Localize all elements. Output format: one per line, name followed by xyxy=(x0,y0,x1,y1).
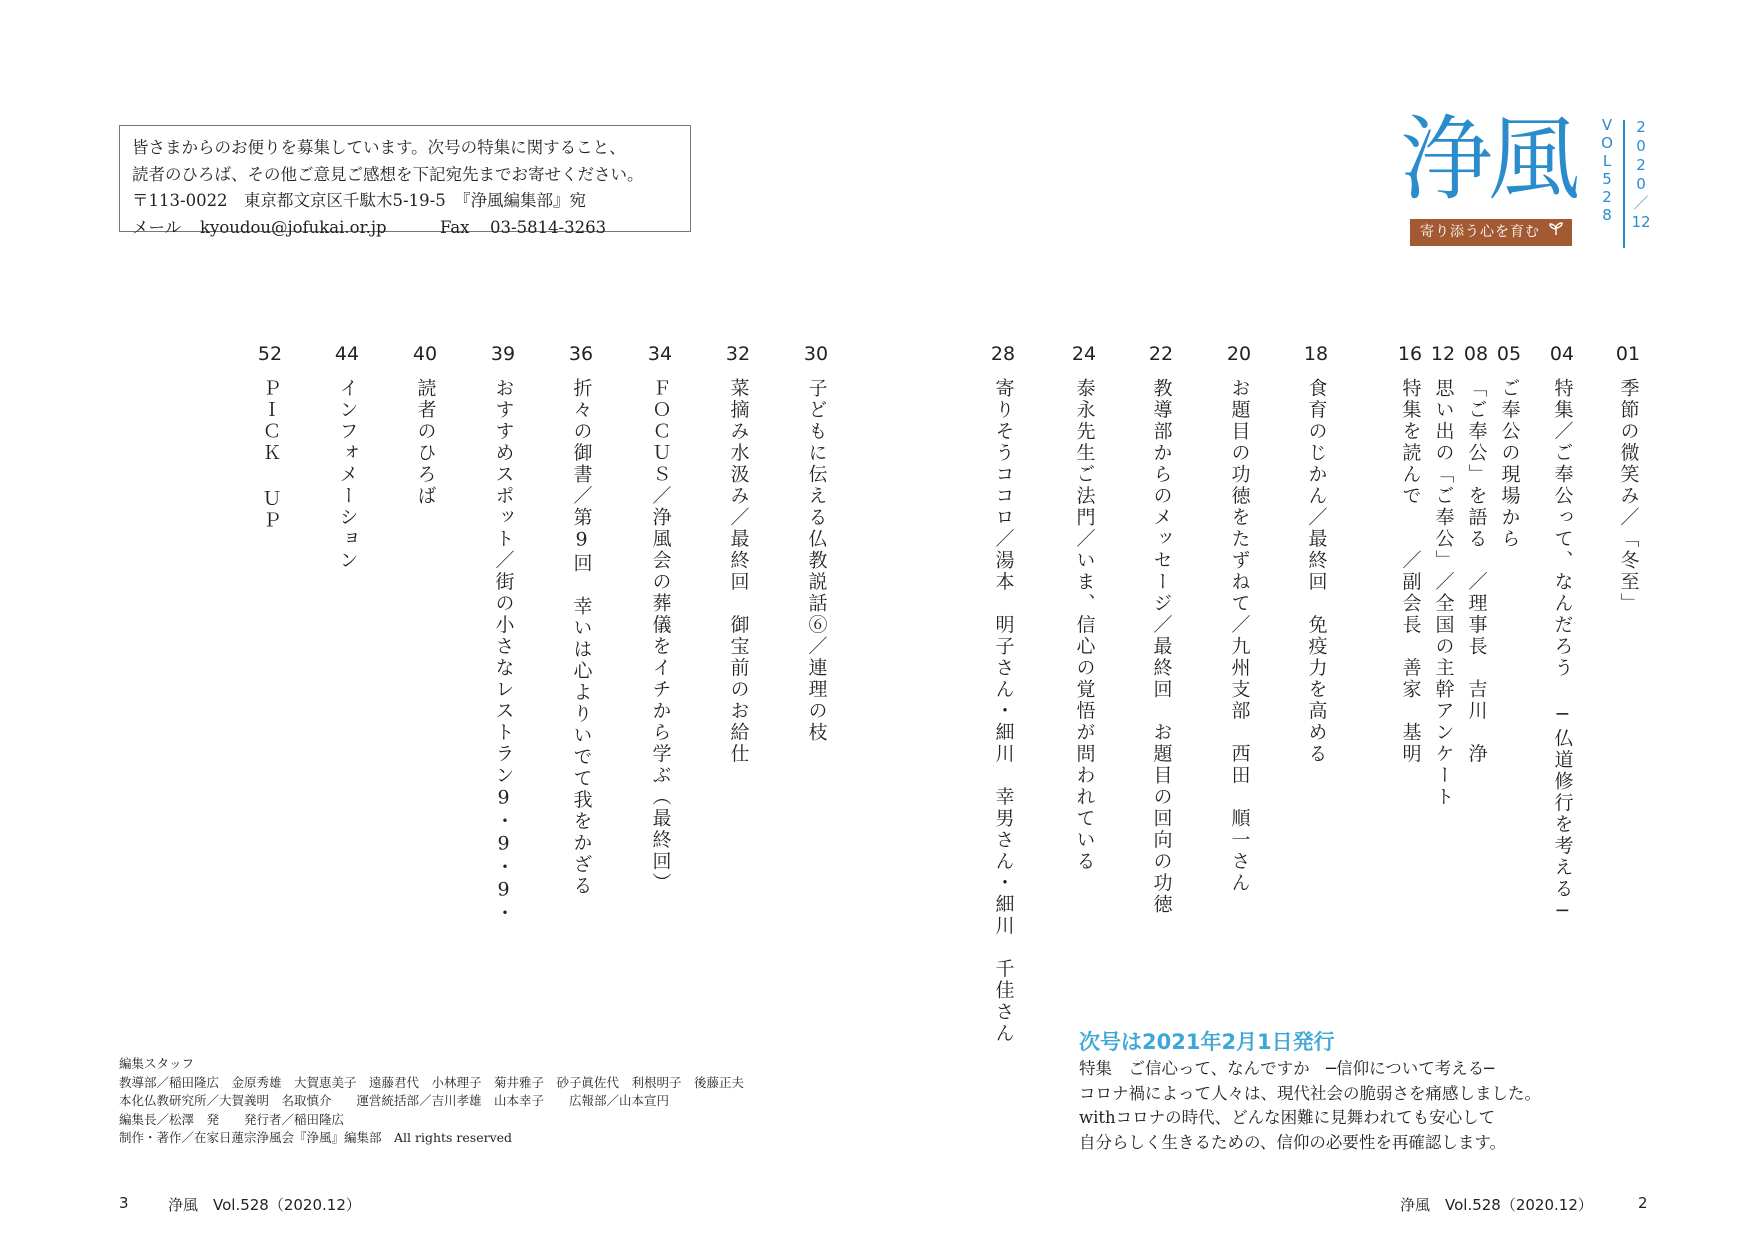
toc-page-number: 05 xyxy=(1496,343,1522,365)
toc-item xyxy=(250,342,290,532)
toc-page-number: 32 xyxy=(725,343,751,365)
volume-char: 2 xyxy=(1602,188,1612,206)
toc-title: 泰永先生ご法門／いま、信心の覚悟が問われている xyxy=(1073,378,1096,873)
toc-page-number: 20 xyxy=(1226,343,1252,365)
toc-title: 寄りそうココロ／湯本 明子さん・細川 幸男さん・細川 千佳さん xyxy=(992,378,1015,1045)
staff-line-2: 本化仏教研究所／大賀義明 名取慎介 運営統括部／吉川孝雄 山本幸子 広報部／山本宣円 xyxy=(119,1093,670,1108)
toc-item xyxy=(983,342,1023,1045)
footer-left-page-number: 3 xyxy=(119,1194,129,1212)
toc-page-number: 30 xyxy=(803,343,829,365)
toc-title: おすすめスポット／街の小さなレストラン9・9・9・ xyxy=(492,378,515,925)
toc-item xyxy=(561,342,601,897)
toc-page-number: 39 xyxy=(490,343,516,365)
next-issue-desc-2: withコロナの時代、どんな困難に見舞われても安心して xyxy=(1079,1108,1496,1127)
volume-char: 8 xyxy=(1602,206,1612,224)
letters-address: 〒113-0022 東京都文京区千駄木5-19-5 『浄風編集部』宛 xyxy=(132,191,586,210)
toc-title: 特集／ご奉公って、なんだろう ─仏道修行を考える─ xyxy=(1551,378,1574,925)
toc-title: ＦＯＣＵＳ／浄風会の葬儀をイチから学ぶ（最終回） xyxy=(649,378,672,894)
toc-item xyxy=(640,342,680,894)
toc-page-number: 52 xyxy=(257,343,283,365)
volume-char: O xyxy=(1601,134,1613,152)
tagline-text: 寄り添う心を育む xyxy=(1420,224,1540,240)
date-char: 0 xyxy=(1636,137,1646,155)
toc-page-number: 12 xyxy=(1430,343,1456,365)
toc-title: 特集を読んで ／副会長 善家 基明 xyxy=(1399,378,1422,765)
mail-label: メール xyxy=(132,217,182,237)
next-issue-feature: 特集 ご信心って、なんですか ─信仰について考える─ xyxy=(1079,1059,1495,1078)
date-char: 2 xyxy=(1636,156,1646,174)
toc-item xyxy=(327,342,367,572)
letters-line-1: 皆さまからのお便りを募集しています。次号の特集に関すること、 xyxy=(132,138,626,157)
staff-line-3: 編集長／松澤 発 発行者／稲田隆広 xyxy=(119,1111,345,1127)
toc-page-number: 34 xyxy=(647,343,673,365)
volume-char: 5 xyxy=(1602,170,1612,188)
toc-page-number: 08 xyxy=(1463,343,1489,365)
toc-item xyxy=(1608,342,1648,615)
toc-page-number: 18 xyxy=(1303,343,1329,365)
toc-title: 折々の御書／第9回 幸いは心よりいでて我をかざる xyxy=(570,378,593,897)
toc-item xyxy=(718,342,758,765)
staff-heading: 編集スタッフ xyxy=(119,1056,195,1071)
next-issue-desc-3: 自分らしく生きるための、信仰の必要性を再確認します。 xyxy=(1079,1132,1507,1152)
toc-item xyxy=(483,342,523,925)
date-char: 12 xyxy=(1631,213,1651,231)
letters-box xyxy=(119,125,691,237)
toc-page-number: 01 xyxy=(1615,343,1641,365)
toc-title: 読者のひろば xyxy=(414,378,437,507)
toc-page-number: 28 xyxy=(990,343,1016,365)
logo-tagline xyxy=(1410,219,1572,246)
fax-number: 03-5814-3263 xyxy=(490,217,607,237)
toc-title: ご奉公の現場から xyxy=(1498,378,1521,550)
mail-address[interactable]: kyoudou@jofukai.or.jp xyxy=(200,217,387,237)
toc-item xyxy=(1141,342,1181,916)
toc-page-number: 04 xyxy=(1549,343,1575,365)
letters-line-2: 読者のひろば、その他ご意見ご感想を下記宛先までお寄せください。 xyxy=(132,164,644,184)
logo-divider xyxy=(1623,120,1625,248)
footer-right-page-number: 2 xyxy=(1638,1194,1648,1212)
toc-title: 食育のじかん／最終回 免疫力を高める xyxy=(1305,378,1328,765)
toc-page-number: 40 xyxy=(412,343,438,365)
staff-line-1: 教導部／稲田隆広 金原秀雄 大賀恵美子 遠藤君代 小林理子 菊井雅子 砂子眞佐代 利根明子 後藤正夫 xyxy=(119,1074,745,1090)
toc-page-number: 36 xyxy=(568,343,594,365)
toc-item xyxy=(1064,342,1104,873)
toc-title: 菜摘み水汲み／最終回 御宝前のお給仕 xyxy=(727,378,750,765)
toc-title: インフォメーション xyxy=(336,378,359,572)
toc-title: 思い出の「ご奉公」／全国の主幹アンケート xyxy=(1432,378,1455,808)
date-char: 2 xyxy=(1636,118,1646,136)
next-issue-desc-1: コロナ禍によって人々は、現代社会の脆弱さを痛感しました。 xyxy=(1079,1083,1541,1103)
toc-item xyxy=(796,342,836,744)
next-issue-body xyxy=(1079,1057,1541,1155)
toc-item xyxy=(1219,342,1259,894)
volume-char: V xyxy=(1601,116,1613,134)
toc-title: 教導部からのメッセージ／最終回 お題目の回向の功徳 xyxy=(1150,378,1173,916)
footer-right-magazine: 浄風 Vol.528（2020.12） xyxy=(1400,1196,1593,1214)
toc-item xyxy=(1542,342,1582,925)
date-char: 0 xyxy=(1636,175,1646,193)
toc-item xyxy=(1390,342,1430,765)
toc-title: ＰＩＣＫ ＵＰ xyxy=(259,378,282,532)
toc-title: 「ご奉公」を語る ／理事長 吉川 浄 xyxy=(1465,378,1488,765)
footer-left-magazine: 浄風 Vol.528（2020.12） xyxy=(168,1196,361,1214)
letters-contact xyxy=(132,215,690,242)
editorial-staff xyxy=(119,1055,744,1148)
date-char: ／ xyxy=(1633,194,1649,212)
toc-page-number: 24 xyxy=(1071,343,1097,365)
volume-char: L xyxy=(1602,152,1612,170)
toc-title: お題目の功徳をたずねて／九州支部 西田 順一さん xyxy=(1228,378,1251,894)
magazine-logo: 浄風 xyxy=(1400,106,1577,213)
issue-date xyxy=(1630,118,1652,232)
next-issue-heading: 次号は2021年2月1日発行 xyxy=(1079,1030,1335,1054)
toc-title: 子どもに伝える仏教説話⑥／連理の枝 xyxy=(805,378,828,744)
toc-page-number: 16 xyxy=(1397,343,1423,365)
toc-page-number: 22 xyxy=(1148,343,1174,365)
toc-item xyxy=(405,342,445,507)
staff-line-4: 制作・著作／在家日蓮宗浄風会『浄風』編集部 All rights reserved xyxy=(119,1130,513,1145)
sprout-icon xyxy=(1548,219,1564,246)
toc-page-number: 44 xyxy=(334,343,360,365)
fax-label: Fax xyxy=(440,217,470,237)
toc-title: 季節の微笑み／「冬至」 xyxy=(1617,378,1640,615)
volume-number xyxy=(1596,116,1618,224)
toc-item xyxy=(1296,342,1336,765)
